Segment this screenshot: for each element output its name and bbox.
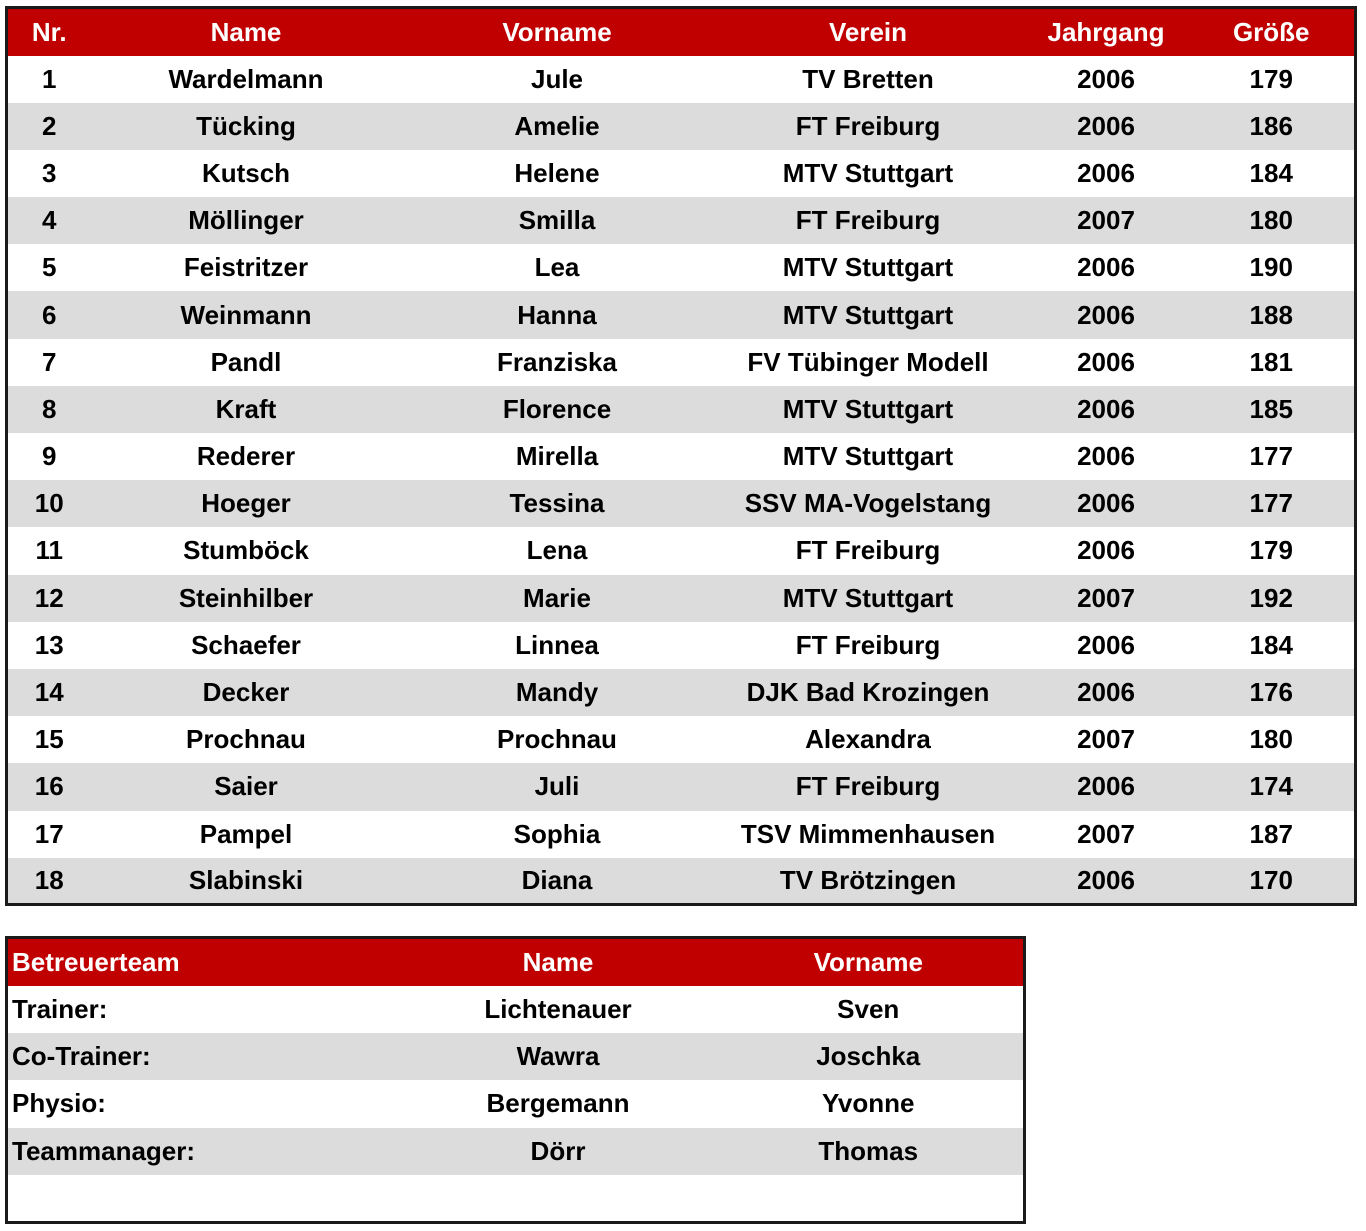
players-header-row: [7, 8, 1356, 56]
cell-verein: MTV Stuttgart: [713, 291, 1024, 338]
cell-nr: 15: [34, 724, 64, 755]
table-row: [7, 291, 1356, 338]
header-staff-name: Name: [403, 938, 714, 986]
cell-groesse: 192: [1189, 575, 1356, 622]
cell-vorname: Juli: [402, 763, 713, 810]
cell-jahrgang: 2006: [1077, 63, 1135, 94]
cell-jahrgang: 2006: [1024, 763, 1189, 810]
cell-name: Kraft: [91, 386, 402, 433]
cell-groesse: 190: [1249, 252, 1293, 283]
cell-name: Decker: [91, 669, 402, 716]
cell-verein: FT Freiburg: [713, 763, 1024, 810]
cell-nr: 13: [34, 629, 64, 660]
cell-jahrgang: 2007: [1024, 197, 1189, 244]
table-row: [7, 480, 1356, 527]
table-row: [7, 622, 1356, 669]
cell-groesse: 177: [1249, 441, 1293, 472]
cell-nr: 18: [7, 858, 91, 905]
cell-groesse: 181: [1249, 346, 1293, 377]
cell-jahrgang: 2006: [1024, 386, 1189, 433]
cell-vorname: Jule: [530, 63, 584, 94]
cell-jahrgang: 2007: [1077, 724, 1135, 755]
cell-staff-vorname: [714, 1175, 1025, 1222]
cell-vorname: Lena: [526, 535, 588, 566]
table-row: [7, 763, 1356, 810]
cell-vorname: Sophia: [513, 818, 601, 849]
table-row: [7, 716, 1356, 763]
cell-staff-name: Bergemann: [486, 1088, 630, 1119]
cell-verein: MTV Stuttgart: [782, 441, 954, 472]
cell-vorname: Mandy: [402, 669, 713, 716]
cell-name: Slabinski: [91, 858, 402, 905]
cell-name: Kutsch: [201, 157, 291, 188]
cell-staff-name: [403, 1175, 714, 1222]
cell-nr: 12: [7, 575, 91, 622]
cell-nr: 14: [7, 669, 91, 716]
cell-vorname: Diana: [402, 858, 713, 905]
cell-name: Möllinger: [91, 197, 402, 244]
table-row: [7, 858, 1356, 905]
cell-nr: 11: [35, 535, 63, 566]
cell-nr: 8: [7, 386, 91, 433]
cell-staff-vorname: Sven: [837, 993, 900, 1024]
cell-staff-role: Trainer:: [12, 993, 108, 1024]
cell-nr: 17: [34, 818, 64, 849]
table-row: [7, 386, 1356, 433]
header-jahrgang: Jahrgang: [1024, 8, 1189, 56]
table-row: [7, 56, 1356, 103]
cell-name: Pandl: [210, 346, 282, 377]
cell-verein: MTV Stuttgart: [713, 386, 1024, 433]
cell-name: Prochnau: [186, 724, 306, 755]
header-staff-vorname: Vorname: [714, 938, 1025, 986]
cell-verein: MTV Stuttgart: [782, 252, 954, 283]
cell-verein: FV Tübinger Modell: [747, 346, 989, 377]
table-row: [7, 669, 1356, 716]
cell-name: Schaefer: [191, 629, 301, 660]
table-row: [7, 1128, 1025, 1175]
table-row: [7, 527, 1356, 574]
cell-groesse: 188: [1189, 291, 1356, 338]
cell-vorname: Hanna: [402, 291, 713, 338]
cell-nr: 6: [7, 291, 91, 338]
cell-jahrgang: 2006: [1077, 629, 1135, 660]
players-table: [5, 6, 1357, 906]
cell-jahrgang: 2006: [1077, 252, 1135, 283]
cell-vorname: Marie: [402, 575, 713, 622]
cell-nr: 16: [7, 763, 91, 810]
cell-jahrgang: 2006: [1024, 103, 1189, 150]
header-verein: Verein: [713, 8, 1024, 56]
cell-groesse: 170: [1189, 858, 1356, 905]
cell-nr: 10: [7, 480, 91, 527]
cell-name: Saier: [91, 763, 402, 810]
table-row: [7, 244, 1356, 291]
cell-name: Steinhilber: [91, 575, 402, 622]
table-row: [7, 150, 1356, 197]
header-groesse: Größe: [1189, 8, 1356, 56]
cell-jahrgang: 2006: [1077, 157, 1135, 188]
cell-groesse: 180: [1249, 724, 1293, 755]
cell-vorname: Helene: [514, 157, 600, 188]
cell-groesse: 174: [1189, 763, 1356, 810]
cell-verein: TSV Mimmenhausen: [740, 818, 996, 849]
table-row: [7, 986, 1025, 1033]
cell-vorname: Mirella: [515, 441, 599, 472]
cell-name: Tücking: [91, 103, 402, 150]
cell-groesse: 180: [1189, 197, 1356, 244]
cell-groesse: 187: [1249, 818, 1293, 849]
cell-verein: DJK Bad Krozingen: [713, 669, 1024, 716]
cell-jahrgang: 2006: [1024, 858, 1189, 905]
cell-name: Rederer: [196, 441, 296, 472]
cell-jahrgang: 2006: [1077, 346, 1135, 377]
header-name: Name: [91, 8, 402, 56]
cell-nr: 4: [7, 197, 91, 244]
cell-staff-vorname: Yvonne: [822, 1088, 915, 1119]
cell-verein: FT Freiburg: [795, 535, 941, 566]
cell-vorname: Prochnau: [497, 724, 617, 755]
cell-jahrgang: 2006: [1024, 480, 1189, 527]
cell-jahrgang: 2006: [1077, 535, 1135, 566]
table-row: [7, 103, 1356, 150]
cell-nr: 2: [7, 103, 91, 150]
cell-groesse: 184: [1249, 629, 1293, 660]
cell-staff-role: Co-Trainer:: [7, 1033, 403, 1080]
cell-nr: 7: [42, 346, 57, 377]
staff-header-row: [7, 938, 1025, 986]
cell-nr: 3: [42, 157, 57, 188]
cell-staff-role: [7, 1175, 403, 1222]
cell-groesse: 179: [1249, 535, 1293, 566]
cell-staff-vorname: Joschka: [714, 1033, 1025, 1080]
cell-vorname: Smilla: [402, 197, 713, 244]
table-row: [7, 1033, 1025, 1080]
table-row: [7, 575, 1356, 622]
cell-verein: TV Bretten: [802, 63, 934, 94]
table-row: [7, 811, 1356, 858]
cell-jahrgang: 2006: [1077, 441, 1135, 472]
cell-groesse: 179: [1249, 63, 1293, 94]
cell-name: Wardelmann: [168, 63, 324, 94]
cell-staff-name: Lichtenauer: [484, 993, 632, 1024]
cell-staff-name: Dörr: [403, 1128, 714, 1175]
cell-verein: FT Freiburg: [795, 629, 941, 660]
header-betreuerteam: Betreuerteam: [7, 938, 403, 986]
cell-nr: 1: [42, 63, 57, 94]
table-row: [7, 197, 1356, 244]
cell-groesse: 185: [1189, 386, 1356, 433]
table-row: [7, 433, 1356, 480]
table-row: [7, 1175, 1025, 1222]
cell-name: Pampel: [199, 818, 293, 849]
cell-staff-vorname: Thomas: [714, 1128, 1025, 1175]
table-row: [7, 1080, 1025, 1127]
table-row: [7, 339, 1356, 386]
cell-nr: 9: [42, 441, 57, 472]
cell-vorname: Linnea: [515, 629, 599, 660]
cell-groesse: 176: [1189, 669, 1356, 716]
cell-staff-role: Physio:: [12, 1088, 106, 1119]
cell-staff-role: Teammanager:: [7, 1128, 403, 1175]
cell-verein: Alexandra: [805, 724, 931, 755]
cell-jahrgang: 2006: [1024, 291, 1189, 338]
cell-verein: SSV MA-Vogelstang: [713, 480, 1024, 527]
cell-groesse: 186: [1189, 103, 1356, 150]
cell-groesse: 184: [1249, 157, 1293, 188]
cell-verein: FT Freiburg: [713, 197, 1024, 244]
cell-name: Weinmann: [91, 291, 402, 338]
cell-verein: MTV Stuttgart: [782, 157, 954, 188]
cell-verein: TV Brötzingen: [713, 858, 1024, 905]
cell-name: Feistritzer: [183, 252, 309, 283]
header-nr: Nr.: [7, 8, 91, 56]
header-vorname: Vorname: [402, 8, 713, 56]
cell-jahrgang: 2007: [1077, 818, 1135, 849]
cell-vorname: Amelie: [402, 103, 713, 150]
cell-jahrgang: 2006: [1024, 669, 1189, 716]
cell-staff-name: Wawra: [403, 1033, 714, 1080]
cell-vorname: Lea: [534, 252, 580, 283]
cell-name: Hoeger: [91, 480, 402, 527]
cell-verein: FT Freiburg: [713, 103, 1024, 150]
staff-table: [5, 936, 1026, 1224]
cell-groesse: 177: [1189, 480, 1356, 527]
cell-nr: 5: [42, 252, 57, 283]
cell-vorname: Florence: [402, 386, 713, 433]
cell-verein: MTV Stuttgart: [713, 575, 1024, 622]
cell-name: Stumböck: [183, 535, 309, 566]
cell-vorname: Franziska: [497, 346, 617, 377]
cell-vorname: Tessina: [402, 480, 713, 527]
cell-jahrgang: 2007: [1024, 575, 1189, 622]
